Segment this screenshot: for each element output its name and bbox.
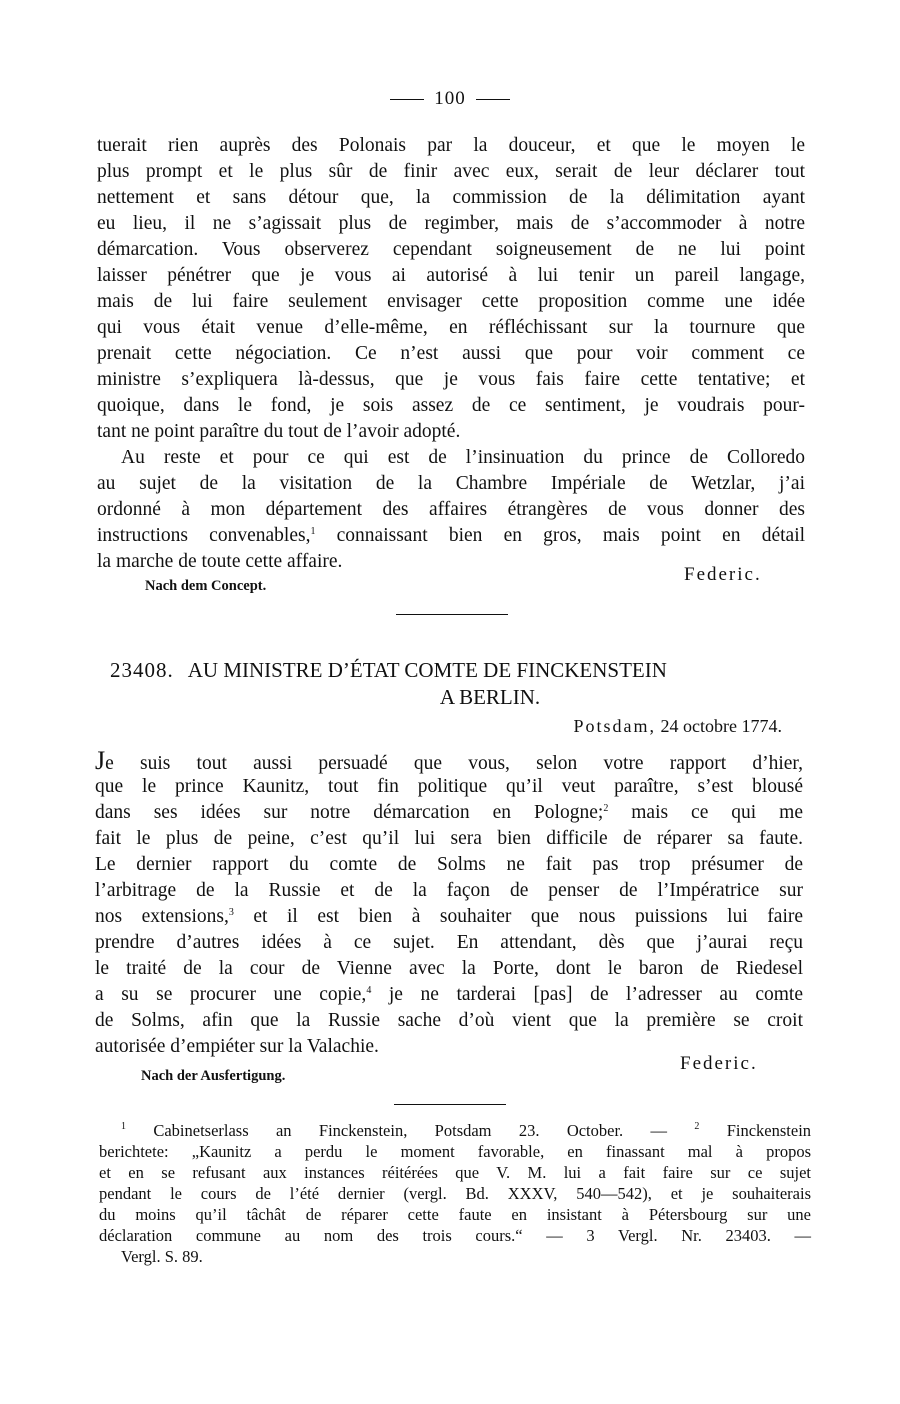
source-note: Nach der Ausfertigung.: [141, 1068, 286, 1084]
text-line: tuerait rien auprès des Polonais par la douceur, et que le moyen le: [97, 135, 805, 156]
text-line: laisser pénétrer que je vous ai autorisé à lui tenir un pareil langage,: [97, 265, 805, 286]
footnote-line: du moins qu’il tâchât de réparer cette faute en insistant à Pétersbourg sur une: [99, 1205, 811, 1224]
footnote-line: berichtete: „Kaunitz a perdu le moment favorable, en finassant mal à propos: [99, 1142, 811, 1161]
text-fragment: a su se procurer une copie,: [95, 984, 367, 1005]
footnote-marker: 1: [121, 1121, 126, 1132]
text-fragment: Cabinetserlass an Finckenstein, Potsdam 23. October. —: [153, 1121, 668, 1140]
footnote-marker: 2: [603, 803, 609, 814]
text-fragment: e suis tout aussi persuadé que vous, selon votre rapport d’hier,: [105, 753, 803, 774]
text-fragment: mais ce qui me: [631, 802, 803, 823]
signature: Federic.: [684, 564, 762, 585]
text-line: [95, 904, 803, 930]
text-line: démarcation. Vous observerez cependant soigneusement de ne lui point: [97, 239, 805, 260]
text-line: nettement et sans détour que, la commission de la délimitation ayant: [97, 187, 805, 208]
text-line: prenait cette négociation. Ce n’est aussi que pour voir comment ce: [97, 343, 805, 364]
letter1-paragraph1: [97, 133, 805, 575]
footnote-line: et en se refusant aux instances réitérées que V. M. lui a fait faire sur ce sujet: [99, 1163, 811, 1182]
text-fragment: Finckenstein: [726, 1121, 812, 1140]
letter-number: 23408.: [110, 658, 174, 682]
text-line: prendre d’autres idées à ce sujet. En attendant, dès que j’aurai reçu: [95, 932, 803, 953]
footnote-line: déclaration commune au nom des trois cours.“ — 3 Vergl. Nr. 23403. —: [99, 1226, 811, 1245]
text-line: au sujet de la visitation de la Chambre Impériale de Wetzlar, j’ai: [97, 473, 805, 494]
text-line: mais de lui faire seulement envisager cette proposition comme une idée: [97, 291, 805, 312]
heading-line: [110, 658, 667, 682]
text-line: fait le plus de peine, c’est qu’il lui sera bien difficile de réparer sa faute.: [95, 828, 803, 849]
date: 24 octobre 1774.: [660, 716, 782, 736]
section-divider: [394, 1104, 506, 1105]
footnote-marker: 2: [694, 1121, 700, 1132]
header-dash-left: [390, 99, 424, 100]
letter-heading: [110, 657, 810, 711]
text-line: qui vous était venue d’elle-même, en réfléchissant sur la tournure que: [97, 317, 805, 338]
heading-title: AU MINISTRE D’ÉTAT COMTE DE FINCKENSTEIN: [187, 658, 667, 682]
header-dash-right: [476, 99, 510, 100]
footnote-marker: 4: [366, 985, 372, 996]
initial-letter: J: [95, 746, 106, 775]
text-line: eu lieu, il ne s’agissait plus de regimber, mais de s’accommoder à notre: [97, 213, 805, 234]
section-divider: [396, 614, 508, 615]
text-line: l’arbitrage de la Russie et de la façon de penser de l’Impératrice sur: [95, 880, 803, 901]
dateline: [574, 716, 783, 737]
signature: Federic.: [680, 1053, 758, 1074]
page-number-header: [0, 88, 900, 110]
footnote-line: pendant le cours de l’été dernier (vergl. Bd. XXXV, 540—542), et je souhaiterais: [99, 1184, 811, 1203]
footnote-marker: 1: [310, 526, 316, 537]
text-line: [95, 748, 803, 774]
text-fragment: instructions convenables,: [97, 525, 311, 546]
text-line: Au reste et pour ce qui est de l’insinuation du prince de Colloredo: [121, 447, 805, 468]
text-line: ordonné à mon département des affaires étrangères de vous donner des: [97, 499, 805, 520]
text-line: ministre s’expliquera là-dessus, que je vous fais faire cette tentative; et: [97, 369, 805, 390]
footnote-line: [99, 1120, 811, 1141]
text-fragment: dans ses idées sur notre démarcation en Pologne;: [95, 802, 604, 823]
footnote-marker: 3: [228, 907, 234, 918]
source-note: Nach dem Concept.: [145, 578, 267, 594]
text-line: la marche de toute cette affaire.: [97, 551, 343, 572]
text-line: que le prince Kaunitz, tout fin politique qu’il veut paraître, s’est blousé: [95, 776, 803, 797]
text-line: Le dernier rapport du comte de Solms ne fait pas trop présumer de: [95, 854, 803, 875]
text-fragment: nos extensions,: [95, 906, 229, 927]
text-line: plus prompt et le plus sûr de finir avec eux, serait de leur déclarer tout: [97, 161, 805, 182]
text-line: [95, 982, 803, 1008]
heading-line: A BERLIN.: [439, 685, 541, 709]
date-place: Potsdam,: [573, 716, 657, 736]
text-line: le traité de la cour de Vienne avec la Porte, dont le baron de Riedesel: [95, 958, 803, 979]
text-line: [97, 523, 805, 549]
letter2-body: [95, 748, 803, 1060]
text-line: de Solms, afin que la Russie sache d’où vient que la première se croit: [95, 1010, 803, 1031]
text-fragment: je ne tarderai [pas] de l’adresser au comte: [388, 984, 803, 1005]
text-fragment: connaissant bien en gros, mais point en détail: [336, 525, 806, 546]
text-line: quoique, dans le fond, je sois assez de ce sentiment, je voudrais pour-: [97, 395, 805, 416]
text-line: [95, 800, 803, 826]
text-line: autorisée d’empiéter sur la Valachie.: [95, 1036, 379, 1057]
text-fragment: et il est bien à souhaiter que nous puissions lui faire: [253, 906, 804, 927]
text-line: tant ne point paraître du tout de l’avoir adopté.: [97, 421, 461, 442]
page-number: 100: [434, 88, 466, 109]
footnotes: [99, 1120, 811, 1267]
footnote-line: Vergl. S. 89.: [121, 1247, 203, 1266]
